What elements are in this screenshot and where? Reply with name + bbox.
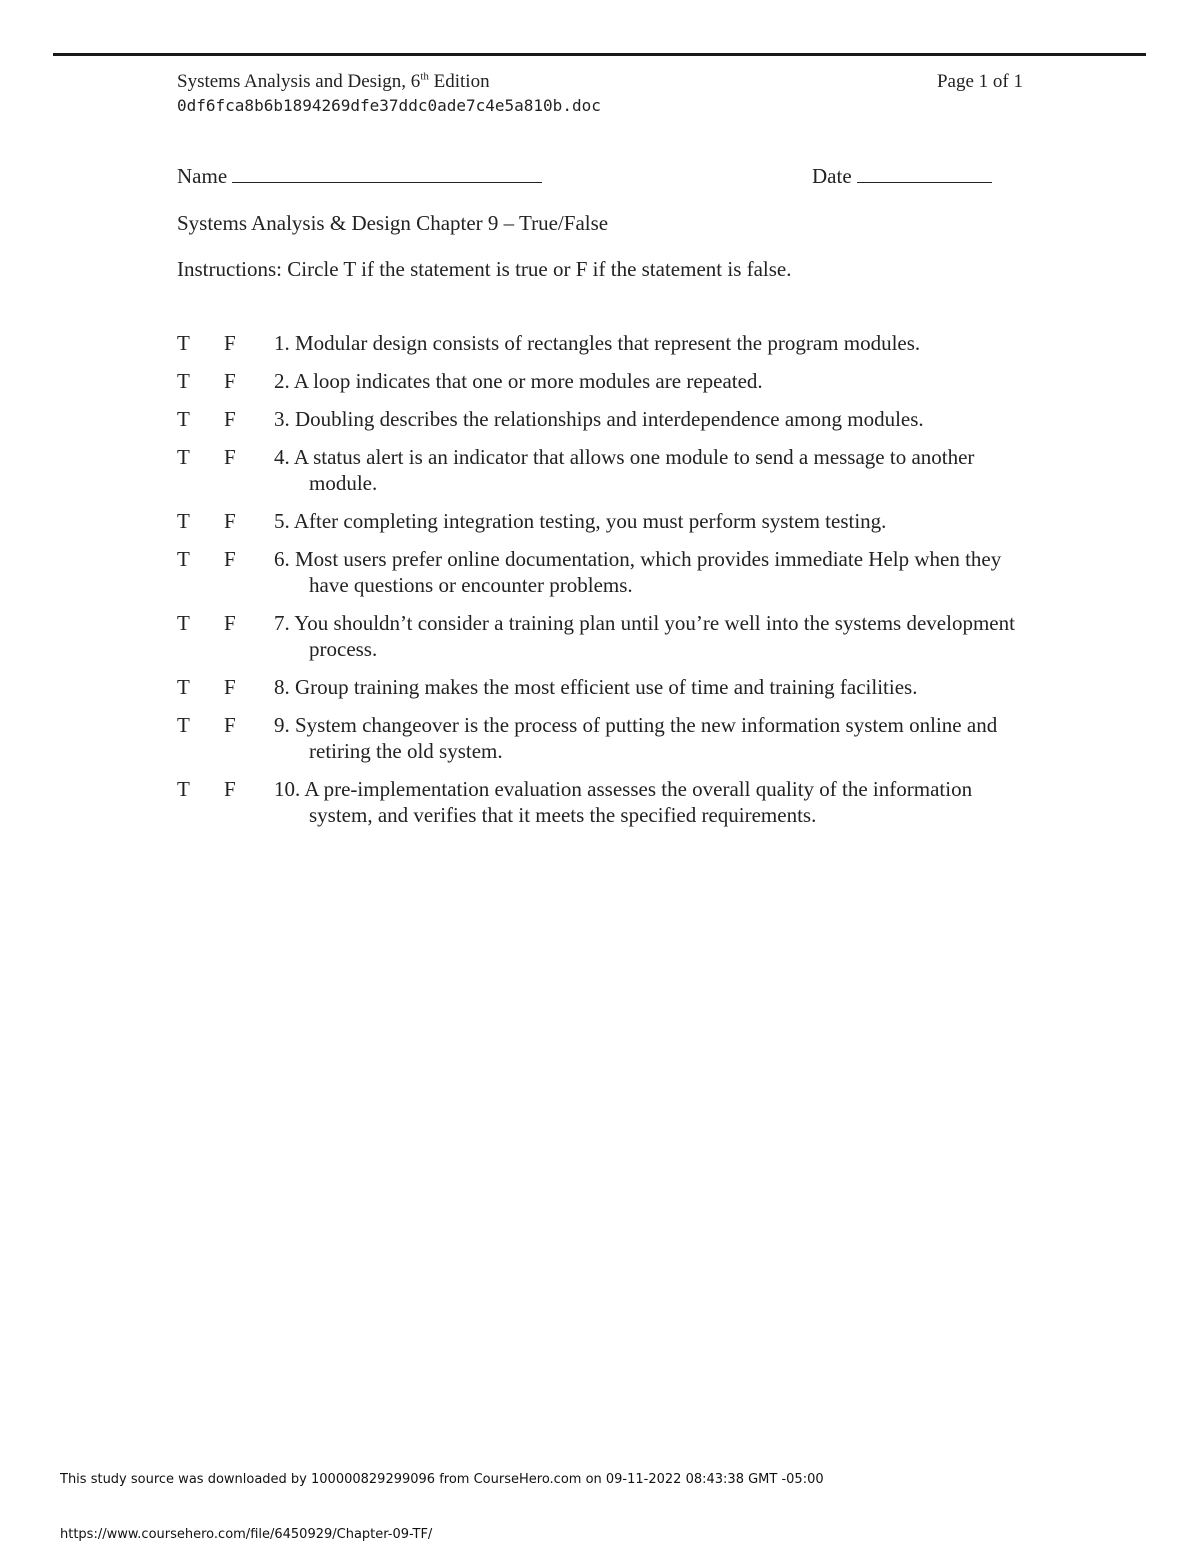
question-text: 6. Most users prefer online documentation, which provides immediate Help when they have questions or encounter problems.: [274, 547, 1002, 597]
question-item: [177, 610, 1037, 662]
question-item: [177, 508, 1037, 534]
question-list: [177, 330, 1037, 840]
book-title: Systems Analysis and Design, 6th Edition: [177, 70, 490, 92]
question-text: 9. System changeover is the process of putting the new information system online and retiring the old system.: [274, 713, 998, 763]
name-blank-line[interactable]: [232, 164, 542, 183]
question-text: 3. Doubling describes the relationships and interdependence among modules.: [274, 407, 924, 431]
question-text: 1. Modular design consists of rectangles that represent the program modules.: [274, 331, 921, 355]
true-option[interactable]: T: [177, 407, 190, 431]
false-option[interactable]: F: [224, 369, 236, 393]
document-filename: 0df6fca8b6b1894269dfe37ddc0ade7c4e5a810b.doc: [177, 96, 601, 115]
question-item: [177, 674, 1037, 700]
page-number: Page 1 of 1: [936, 71, 1023, 92]
true-option[interactable]: T: [177, 369, 190, 393]
question-text: 7. You shouldn’t consider a training plan until you’re well into the systems development process.: [274, 611, 1015, 661]
false-option[interactable]: F: [224, 713, 236, 737]
document-title: Systems Analysis & Design Chapter 9 – True/False: [177, 211, 609, 235]
false-option[interactable]: F: [224, 611, 236, 635]
question-item: [177, 546, 1037, 598]
question-item: [177, 330, 1037, 356]
source-url[interactable]: https://www.coursehero.com/file/6450929/Chapter-09-TF/: [60, 1527, 433, 1542]
false-option[interactable]: F: [224, 675, 236, 699]
question-item: [177, 444, 1037, 496]
question-text: 4. A status alert is an indicator that allows one module to send a message to another module.: [274, 445, 975, 495]
false-option[interactable]: F: [224, 777, 236, 801]
true-option[interactable]: T: [177, 713, 190, 737]
download-source-note: This study source was downloaded by 100000829299096 from CourseHero.com on 09-11-2022 08:43:38 GMT -05:00: [60, 1472, 824, 1487]
name-field: [177, 163, 542, 189]
true-option[interactable]: T: [177, 777, 190, 801]
question-text: 10. A pre-implementation evaluation assesses the overall quality of the information system, and verifies that it meets the specified requirements.: [274, 777, 973, 827]
true-option[interactable]: T: [177, 611, 190, 635]
question-item: [177, 368, 1037, 394]
page-header-left: [177, 70, 601, 117]
false-option[interactable]: F: [224, 445, 236, 469]
question-item: [177, 406, 1037, 432]
question-item: [177, 776, 1037, 828]
question-text: 8. Group training makes the most efficient use of time and training facilities.: [274, 675, 918, 699]
false-option[interactable]: F: [224, 547, 236, 571]
false-option[interactable]: F: [224, 407, 236, 431]
true-option[interactable]: T: [177, 675, 190, 699]
date-label: Date: [812, 164, 857, 188]
true-option[interactable]: T: [177, 331, 190, 355]
true-option[interactable]: T: [177, 445, 190, 469]
question-text: 5. After completing integration testing, you must perform system testing.: [274, 509, 887, 533]
question-text: 2. A loop indicates that one or more modules are repeated.: [274, 369, 763, 393]
name-label: Name: [177, 164, 233, 188]
true-option[interactable]: T: [177, 509, 190, 533]
date-blank-line[interactable]: [857, 164, 992, 183]
question-item: [177, 712, 1037, 764]
false-option[interactable]: F: [224, 331, 236, 355]
date-field: [812, 163, 992, 189]
top-rule: [53, 53, 1146, 56]
instructions: Instructions: Circle T if the statement is true or F if the statement is false.: [177, 257, 792, 281]
true-option[interactable]: T: [177, 547, 190, 571]
false-option[interactable]: F: [224, 509, 236, 533]
